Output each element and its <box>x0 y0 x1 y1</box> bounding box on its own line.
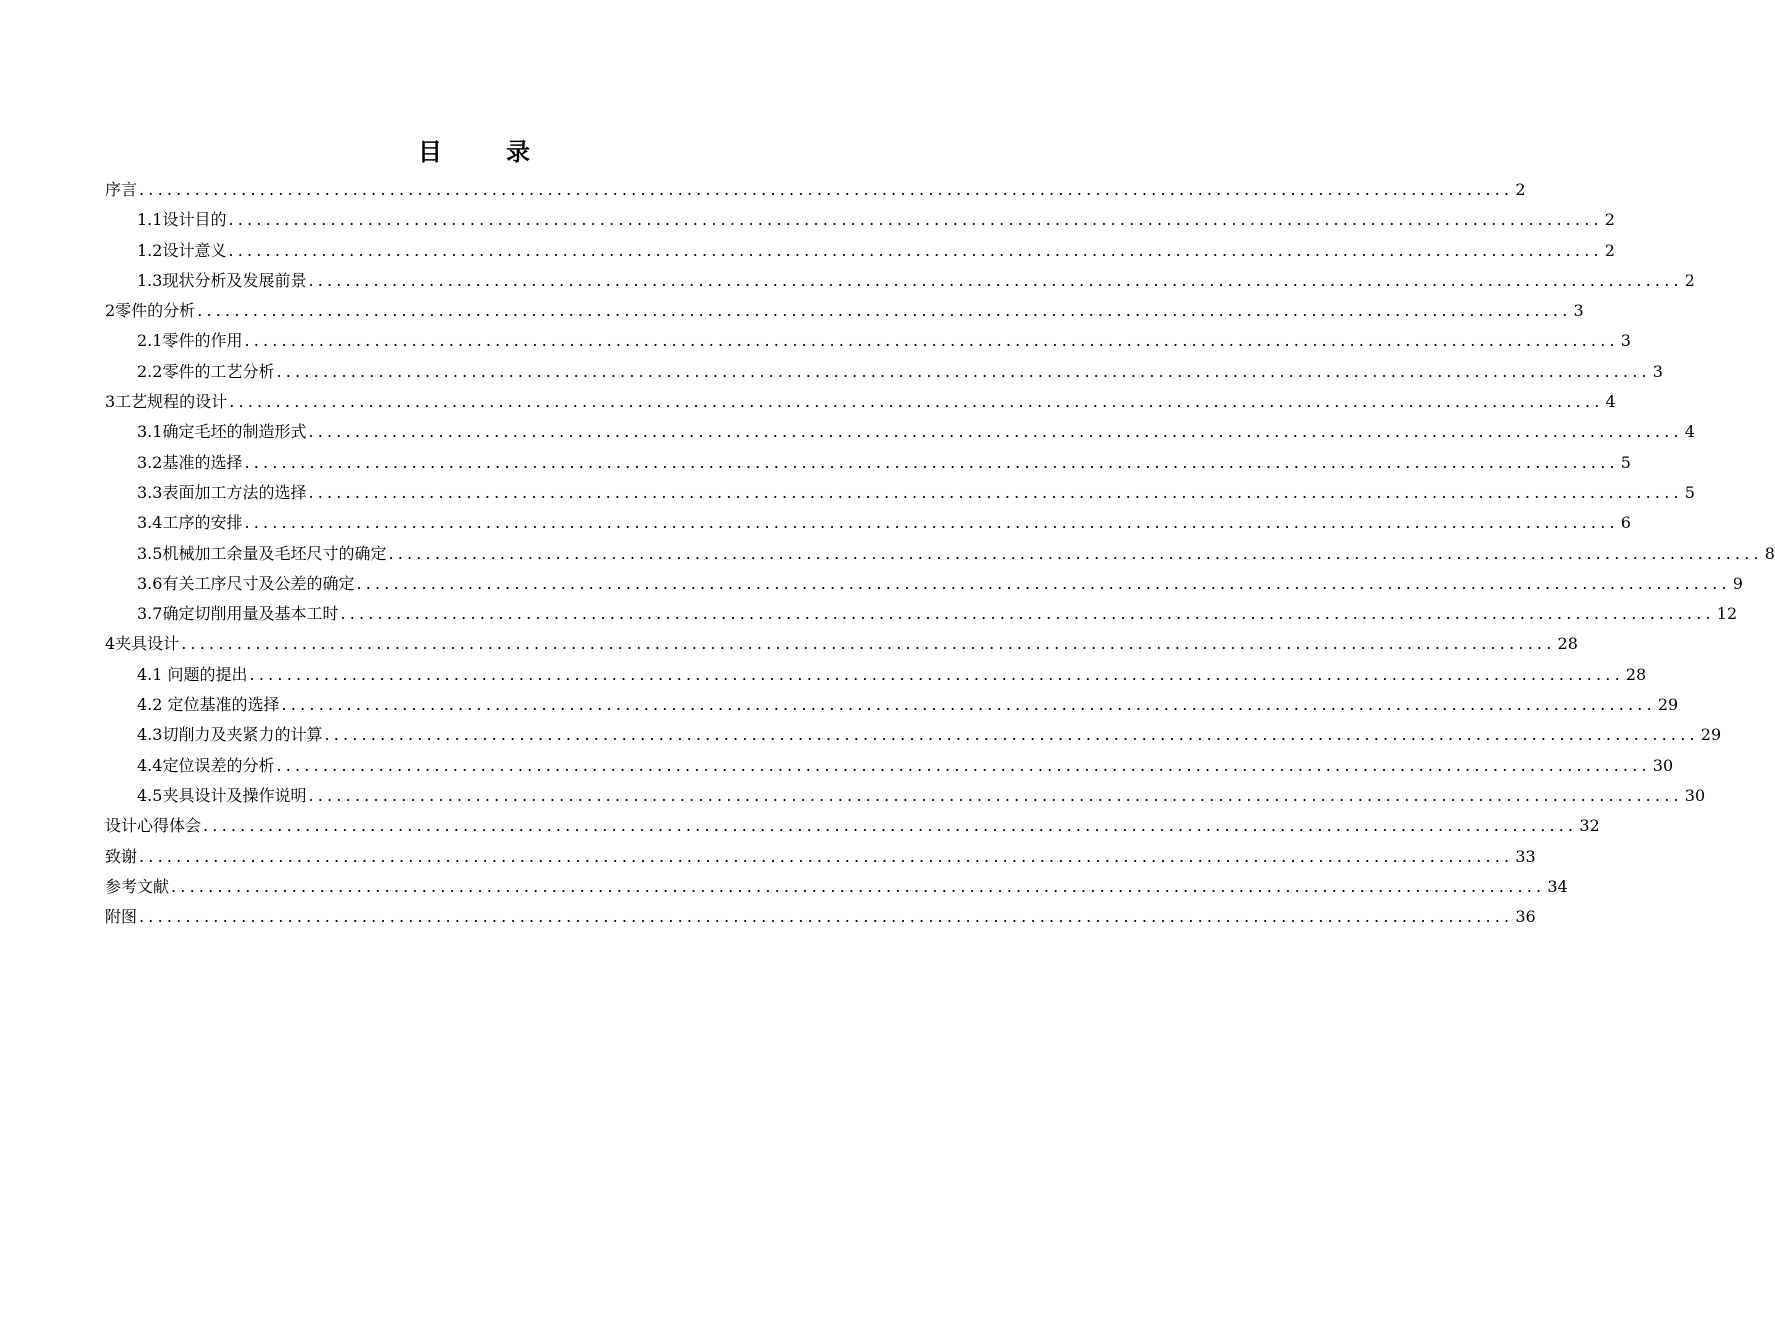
toc-page-number: 3 <box>1620 331 1631 351</box>
toc-entry[interactable] <box>105 326 1631 356</box>
toc-entry-label: 1.1设计目的 <box>137 210 227 230</box>
toc-page-number: 3 <box>1573 301 1584 321</box>
toc-entry-label: 4.2 定位基准的选择 <box>137 695 280 715</box>
toc-entry-label: 设计心得体会 <box>105 816 202 836</box>
toc-entry[interactable] <box>105 690 1679 720</box>
toc-dot-leader: .................................................................................................................................................... <box>308 422 1683 442</box>
toc-page-number: 3 <box>1652 361 1663 381</box>
toc-dot-leader: .................................................................................................................................................... <box>244 513 1619 533</box>
toc-entry-label: 2.1零件的作用 <box>137 331 243 351</box>
toc-entry[interactable] <box>105 357 1663 387</box>
toc-dot-leader: .................................................................................................................................................... <box>171 876 1546 896</box>
toc-dot-leader: .................................................................................................................................................... <box>340 604 1715 624</box>
toc-entry[interactable] <box>105 629 1578 659</box>
toc-entry-label: 3工艺规程的设计 <box>105 392 228 412</box>
toc-dot-leader: .................................................................................................................................................... <box>281 695 1656 715</box>
toc-page-number: 30 <box>1652 755 1674 775</box>
toc-dot-leader: .................................................................................................................................................... <box>229 392 1604 412</box>
toc-dot-leader: .................................................................................................................................................... <box>388 543 1763 563</box>
toc-entry-label: 3.4工序的安排 <box>137 513 243 533</box>
toc-entry-label: 4.1 问题的提出 <box>137 664 248 684</box>
toc-page-number: 2 <box>1515 180 1526 199</box>
title-char-1: 目 <box>418 137 444 166</box>
toc-entry-label: 4.4定位误差的分析 <box>137 755 275 775</box>
toc-entry-label: 3.7确定切削用量及基本工时 <box>137 604 339 624</box>
toc-entry[interactable] <box>105 781 1706 811</box>
toc-dot-leader: .................................................................................................................................................... <box>276 361 1651 381</box>
toc-entry-label: 1.3现状分析及发展前景 <box>137 270 307 290</box>
toc-dot-leader: .................................................................................................................................................... <box>276 755 1651 775</box>
toc-entry[interactable] <box>105 660 1647 690</box>
toc-entry-label: 3.1确定毛坯的制造形式 <box>137 422 307 442</box>
toc-entry-label: 3.2基准的选择 <box>137 452 243 472</box>
toc-dot-leader: .................................................................................................................................................... <box>324 725 1699 745</box>
toc-dot-leader: .................................................................................................................................................... <box>139 180 1514 199</box>
toc-dot-leader: .................................................................................................................................................... <box>356 573 1731 593</box>
toc-page-number: 4 <box>1605 392 1616 412</box>
toc-entry-label: 附图 <box>105 907 138 927</box>
toc-entry-label: 2零件的分析 <box>105 301 196 321</box>
toc-dot-leader: .................................................................................................................................................... <box>139 907 1514 927</box>
toc-entry-label: 4.5夹具设计及操作说明 <box>137 785 307 805</box>
toc-dot-leader: .................................................................................................................................................... <box>228 210 1603 230</box>
toc-page-number: 29 <box>1700 725 1722 745</box>
toc-dot-leader: .................................................................................................................................................... <box>308 785 1683 805</box>
toc-page-number: 2 <box>1604 240 1615 260</box>
toc-page-number: 28 <box>1557 634 1578 654</box>
toc-entry[interactable] <box>105 296 1584 326</box>
toc-entry[interactable] <box>105 448 1631 478</box>
toc-entry[interactable] <box>105 387 1616 417</box>
toc-entry[interactable] <box>105 266 1695 296</box>
toc-entry[interactable] <box>105 175 1526 205</box>
toc-dot-leader: .................................................................................................................................................... <box>181 634 1556 654</box>
toc-entry[interactable] <box>105 811 1600 841</box>
toc-page-number: 5 <box>1620 452 1631 472</box>
toc-entry-label: 序言 <box>105 180 138 199</box>
toc-dot-leader: .................................................................................................................................................... <box>308 482 1683 502</box>
toc-entry-label: 1.2设计意义 <box>137 240 227 260</box>
toc-page-number: 33 <box>1515 846 1536 866</box>
table-of-contents <box>105 175 1775 932</box>
toc-page-number: 28 <box>1625 664 1647 684</box>
toc-entry[interactable] <box>105 751 1674 781</box>
toc-entry[interactable] <box>105 842 1536 872</box>
toc-entry[interactable] <box>105 205 1615 235</box>
toc-entry-label: 4.3切削力及夹紧力的计算 <box>137 725 323 745</box>
toc-entry[interactable] <box>105 569 1743 599</box>
toc-dot-leader: .................................................................................................................................................... <box>203 816 1578 836</box>
toc-page-number: 9 <box>1732 573 1743 593</box>
toc-page-number: 6 <box>1620 513 1631 533</box>
toc-page-number: 32 <box>1579 816 1600 836</box>
toc-entry-label: 致谢 <box>105 846 138 866</box>
toc-dot-leader: .................................................................................................................................................... <box>228 240 1603 260</box>
toc-page-number: 36 <box>1515 907 1536 927</box>
toc-page-number: 2 <box>1684 270 1695 290</box>
toc-dot-leader: .................................................................................................................................................... <box>197 301 1572 321</box>
toc-entry-label: 2.2零件的工艺分析 <box>137 361 275 381</box>
toc-dot-leader: .................................................................................................................................................... <box>139 846 1514 866</box>
title-char-2: 录 <box>506 137 532 166</box>
toc-entry[interactable] <box>105 508 1631 538</box>
toc-dot-leader: .................................................................................................................................................... <box>244 331 1619 351</box>
toc-page-number: 5 <box>1684 482 1695 502</box>
toc-entry[interactable] <box>105 236 1615 266</box>
toc-entry[interactable] <box>105 720 1722 750</box>
toc-entry[interactable] <box>105 872 1568 902</box>
toc-page-number: 4 <box>1684 422 1695 442</box>
toc-entry[interactable] <box>105 539 1775 569</box>
toc-entry[interactable] <box>105 599 1738 629</box>
toc-entry-label: 3.3表面加工方法的选择 <box>137 482 307 502</box>
toc-entry-label: 4夹具设计 <box>105 634 180 654</box>
toc-dot-leader: .................................................................................................................................................... <box>249 664 1624 684</box>
toc-page-number: 2 <box>1604 210 1615 230</box>
toc-entry[interactable] <box>105 902 1536 932</box>
toc-dot-leader: .................................................................................................................................................... <box>308 270 1683 290</box>
toc-page-number: 12 <box>1716 604 1738 624</box>
page-title <box>0 136 950 168</box>
toc-page-number: 30 <box>1684 785 1706 805</box>
toc-entry-label: 3.5机械加工余量及毛坯尺寸的确定 <box>137 543 387 563</box>
toc-page-number: 8 <box>1764 543 1775 563</box>
toc-dot-leader: .................................................................................................................................................... <box>244 452 1619 472</box>
toc-entry-label: 参考文献 <box>105 876 170 896</box>
toc-page-number: 29 <box>1657 695 1679 715</box>
toc-page-number: 34 <box>1547 876 1568 896</box>
toc-entry[interactable] <box>105 417 1695 447</box>
toc-entry-label: 3.6有关工序尺寸及公差的确定 <box>137 573 355 593</box>
toc-entry[interactable] <box>105 478 1695 508</box>
